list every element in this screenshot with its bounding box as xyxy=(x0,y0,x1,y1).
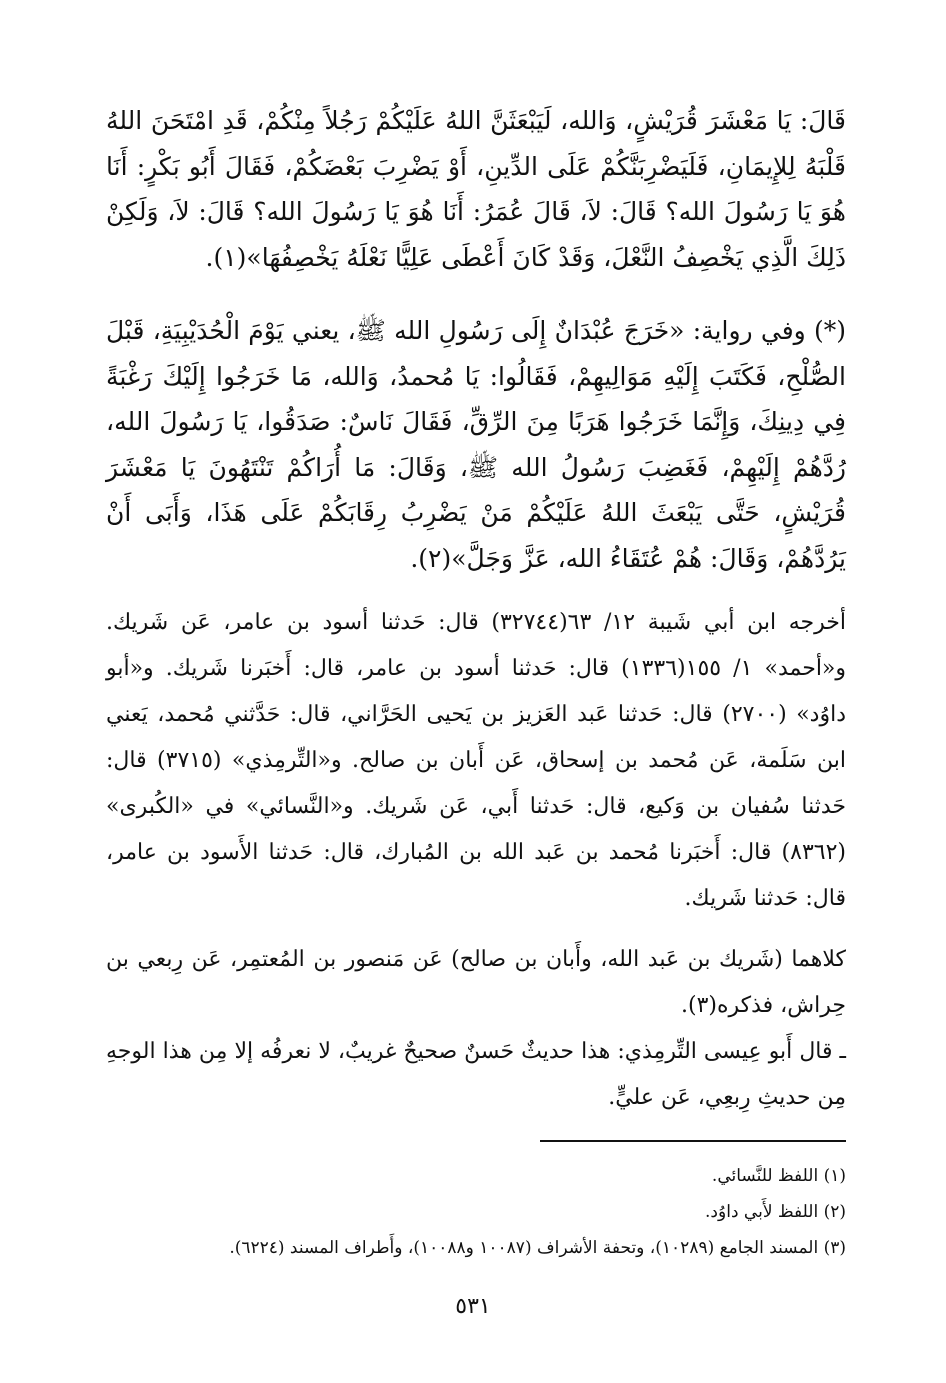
takhrij-sources-paragraph: أخرجه ابن أبي شَيبة ١٢/ ٦٣(٣٢٧٤٤) قال: حَدثنا أسود بن عامر، عَن شَريك. و«أحمد» ١/ ١٥٥(١٣٣٦) قال: حَدثنا أسود بن عامر، قال: أَخبَرنا شَريك. و«أبو داوُد» (٢٧٠٠) قال: حَدثنا عَبد العَزيز بن يَحيى الحَرَّاني، قال: حَدَّثني مُحمد، يَعني ابن سَلَمة، عَن مُحمد بن إسحاق، عَن أَبان بن صالح. و«التِّرمِذي» (٣٧١٥) قال: حَدثنا سُفيان بن وَكيع، قال: حَدثنا أَبي، عَن شَريك. و«النَّسائي» في «الكُبرى» (٨٣٦٢) قال: أَخبَرنا مُحمد بن عَبد الله بن المُبارك، قال: حَدثنا الأَسود بن عامر، قال: حَدثنا شَريك. xyxy=(106,610,847,911)
chain-summary-paragraph: كلاهما (شَريك بن عَبد الله، وأَبان بن صالح) عَن مَنصور بن المُعتمِر، عَن رِبعي بن حِراش، فذكره(٣). xyxy=(106,947,846,1018)
page-number: ٥٣١ xyxy=(455,1294,491,1319)
hadith-text-paragraph: قَالَ: يَا مَعْشَرَ قُرَيْشٍ، وَالله، لَيَبْعَثَنَّ اللهُ عَلَيْكُمْ رَجُلاً مِنْكُمْ، قَدِ امْتَحَنَ اللهُ قَلْبَهُ لِلإِيمَانِ، فَلَيَضْرِبَنَّكُمْ عَلَى الدِّينِ، أَوْ يَضْرِبَ بَعْضَكُمْ، فَقَالَ أَبُو بَكْرٍ: أَنَا هُوَ يَا رَسُولَ الله؟ قَالَ: لاَ، قَالَ عُمَرُ: أَنَا هُوَ يَا رَسُولَ الله؟ قَالَ: لاَ، وَلَكِنْ ذَلِكَ الَّذِي يَخْصِفُ النَّعْلَ، وَقَدْ كَانَ أَعْطَى عَلِيًّا نَعْلَهُ يَخْصِفُهَا»(١). xyxy=(106,106,846,272)
footnote-2: (٢) اللفظ لأَبي داوُد. xyxy=(705,1202,846,1222)
tirmidhi-grading-paragraph: ـ قال أَبو عِيسى التِّرمِذي: هذا حديثٌ حَسنٌ صحيحٌ غريبٌ، لا نعرفُه إلا مِن هذا الوجهِ مِن حديثِ رِبعِي، عَن عليٍّ. xyxy=(106,1039,846,1110)
footnotes xyxy=(106,1158,846,1266)
footnote-3: (٣) المسند الجامع (١٠٢٨٩)، وتحفة الأشراف (١٠٠٨٧ و١٠٠٨٨)، وأَطراف المسند (٦٢٢٤). xyxy=(229,1238,846,1258)
footnote-1: (١) اللفظ للنَّسائي. xyxy=(711,1166,846,1186)
footnote-divider xyxy=(540,1140,846,1142)
alternate-narration-paragraph: (*) وفي رواية: «خَرَجَ عُبْدَانٌ إِلَى رَسُولِ الله ﷺ، يعني يَوْمَ الْحُدَيْبِيَةِ، قَبْلَ الصُّلْحِ، فَكَتَبَ إِلَيْهِ مَوَالِيهِمْ، فَقَالُوا: يَا مُحمدُ، وَالله، مَا خَرَجُوا إِلَيْكَ رَغْبَةً فِي دِينِكَ، وَإِنَّمَا خَرَجُوا هَرَبًا مِنَ الرِّقِّ، فَقَالَ نَاسٌ: صَدَقُوا، يَا رَسُولَ الله، رُدَّهُمْ إِلَيْهِمْ، فَغَضِبَ رَسُولُ الله ﷺ، وَقَالَ: مَا أُرَاكُمْ تَنْتَهُونَ يَا مَعْشَرَ قُرَيْشٍ، حَتَّى يَبْعَثَ اللهُ عَلَيْكُمْ مَنْ يَضْرِبُ رِقَابَكُمْ عَلَى هَذَا، وَأَبَى أَنْ يَرُدَّهُمْ، وَقَالَ: هُمْ عُتَقَاءُ الله، عَزَّ وَجَلَّ»(٢). xyxy=(106,316,846,573)
